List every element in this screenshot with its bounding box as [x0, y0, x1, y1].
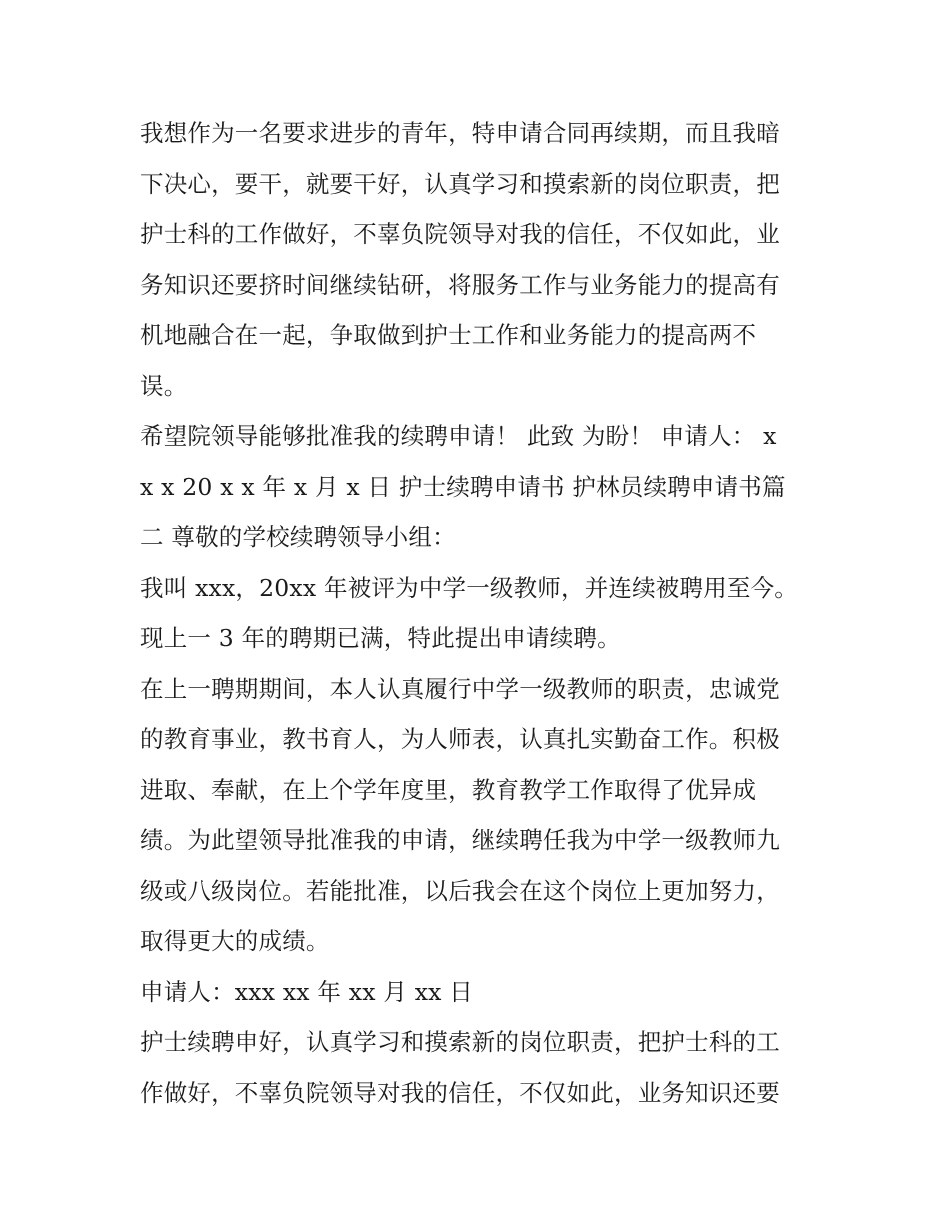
document-page — [140, 108, 820, 1118]
text-line: 误。 — [140, 371, 188, 400]
text-line: x x 20 x x 年 x 月 x 日 护士续聘申请书 护林员续聘申请书篇 — [140, 472, 786, 501]
text-line: 级或八级岗位。若能批准，以后我会在这个岗位上更加努力， — [140, 876, 780, 905]
text-line: 二 尊敬的学校续聘领导小组： — [140, 523, 456, 551]
text-line: 护士科的工作做好，不辜负院领导对我的信任，不仅如此，业 — [140, 220, 780, 248]
text-line: 进取、奉献，在上个学年度里，教育教学工作取得了优异成 — [140, 775, 757, 804]
text-line: 在上一聘期期间，本人认真履行中学一级教师的职责，忠诚党 — [140, 674, 780, 703]
text-line: 护士续聘申好，认真学习和摸索新的岗位职责，把护士科的工 — [140, 1028, 780, 1056]
text-line: 取得更大的成绩。 — [140, 927, 330, 955]
text-line: 机地融合在一起，争取做到护士工作和业务能力的提高两不 — [140, 321, 757, 349]
text-line: 绩。为此望领导批准我的申请，继续聘任我为中学一级教师九 — [140, 826, 780, 854]
text-line: 希望院领导能够批准我的续聘申请！ 此致 为盼！ 申请人： x — [140, 422, 777, 450]
text-line: 我叫 xxx，20xx 年被评为中学一级教师，并连续被聘用至今。 — [140, 573, 799, 602]
text-line: 我想作为一名要求进步的青年，特申请合同再续期，而且我暗 — [140, 119, 780, 147]
text-line: 的教育事业，教书育人，为人师表，认真扎实勤奋工作。积极 — [140, 725, 780, 753]
text-line: 现上一 3 年的聘期已满，特此提出申请续聘。 — [140, 624, 621, 652]
text-line: 申请人：xxx xx 年 xx 月 xx 日 — [140, 977, 473, 1006]
text-line: 作做好，不辜负院领导对我的信任，不仅如此，业务知识还要 — [140, 1078, 780, 1107]
text-line: 务知识还要挤时间继续钻研，将服务工作与业务能力的提高有 — [140, 270, 780, 299]
text-line: 下决心，要干，就要干好，认真学习和摸索新的岗位职责，把 — [140, 169, 780, 198]
